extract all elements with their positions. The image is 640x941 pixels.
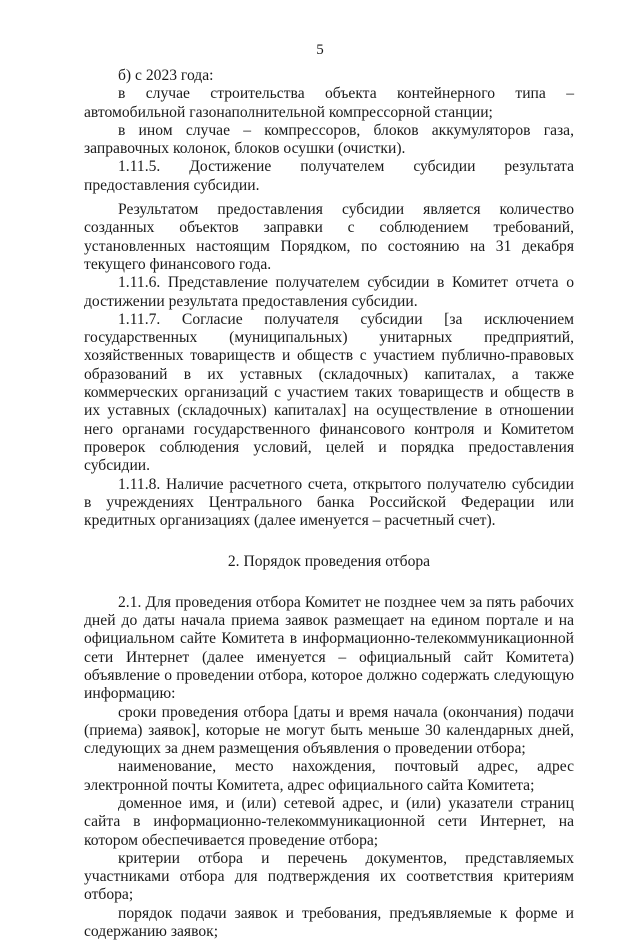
paragraph: наименование, место нахождения, почтовый адрес, адрес электронной почты Комитета, адрес официального сайта Комитета; [84,758,574,794]
paragraph: 1.11.8. Наличие расчетного счета, открытого получателю субсидии в учреждениях Центрального банка Российской Федерации или кредитных организациях (далее именуется – расчетный счет). [84,475,574,530]
paragraph: 1.11.5. Достижение получателем субсидии результата предоставления субсидии. [84,158,574,194]
paragraph: порядок подачи заявок и требования, предъявляемые к форме и содержанию заявок; [84,904,574,941]
paragraph: 2.1. Для проведения отбора Комитет не позднее чем за пять рабочих дней до даты начала приема заявок размещает на едином портале и на официальном сайте Комитета в информационно-телекоммуникационной сети Интернет (далее именуется – официальный сайт Комитета) объявление о проведении отбора, которое должно содержать следующую информацию: [84,593,574,703]
section-heading: 2. Порядок проведения отбора [227,553,431,571]
paragraph: 1.11.7. Согласие получателя субсидии [за исключением государственных (муниципальных) унитарных предприятий, хозяйственных товариществ и обществ с участием публично-правовых образований в их уставных (складочных) капиталах, а также коммерческих организаций с участием таких товариществ и обществ в их уставных (складочных) капиталах] на осуществление в отношении него органами государственного финансового контроля и Комитетом проверок соблюдения условий, целей и порядка предоставления субсидии. [84,310,574,475]
paragraph: 1.11.6. Представление получателем субсидии в Комитет отчета о достижении результата предоставления субсидии. [84,274,574,310]
page-number: 5 [316,42,324,58]
paragraph: сроки проведения отбора [даты и время начала (окончания) подачи (приема) заявок], которые не могут быть меньше 30 календарных дней, следующих за днем размещения объявления о проведении отбора; [84,703,574,758]
paragraph: Результатом предоставления субсидии является количество созданных объектов заправки с соблюдением требований, установленных настоящим Порядком, по состоянию на 31 декабря текущего финансового года. [84,201,574,273]
paragraph: б) с 2023 года: [118,67,214,84]
paragraph: доменное имя, и (или) сетевой адрес, и (или) указатели страниц сайта в информационно-телекоммуникационной сети Интернет, на котором обеспечивается проведение отбора; [84,794,574,849]
paragraph: в ином случае – компрессоров, блоков аккумуляторов газа, заправочных колонок, блоков осушки (очистки). [84,121,574,158]
document-body [84,67,574,941]
paragraph: в случае строительства объекта контейнерного типа – автомобильной газонаполнительной компрессорной станции; [84,85,574,121]
paragraph: критерии отбора и перечень документов, представляемых участниками отбора для подтверждения их соответствия критериям отбора; [84,849,574,904]
